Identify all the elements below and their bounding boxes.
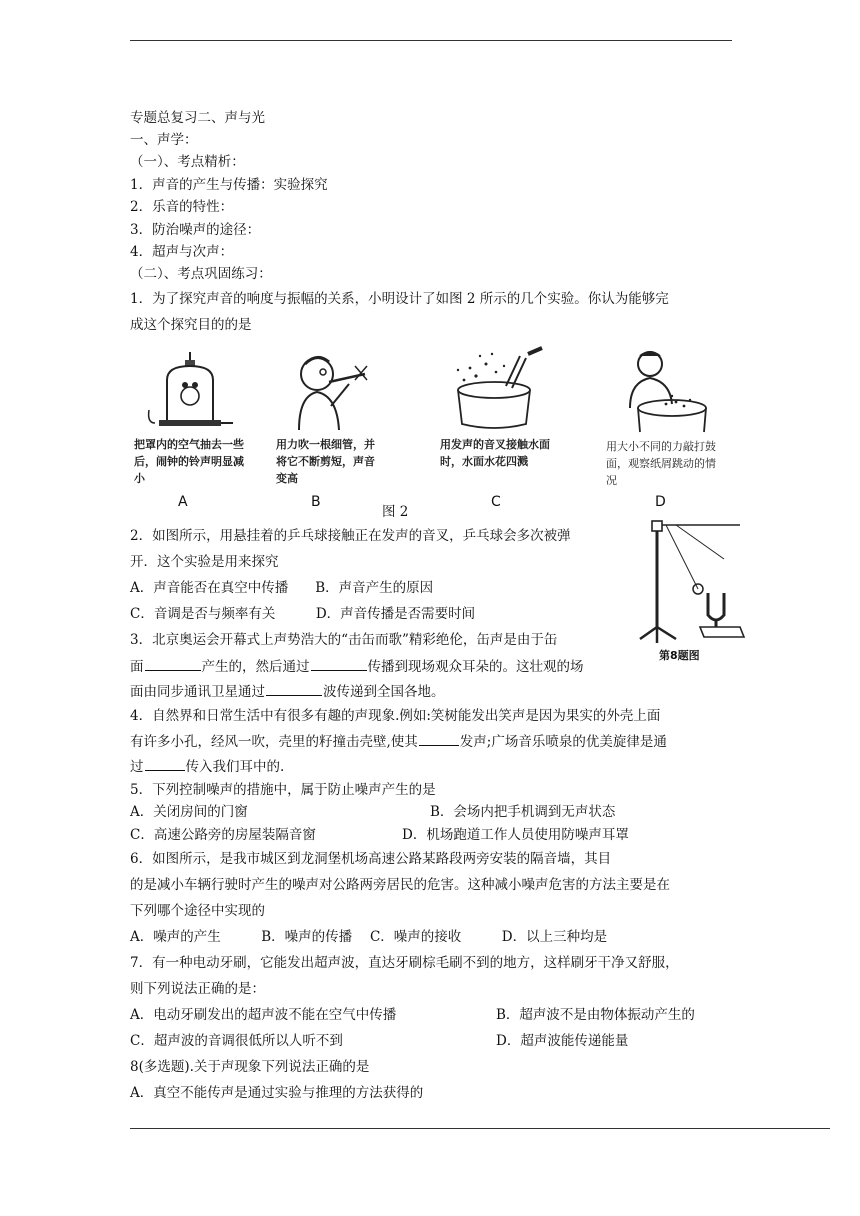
section-heading: 一、声学：: [130, 132, 198, 148]
tuning-fork-water-illustration: [446, 346, 546, 432]
question-5-option-c: C．高速公路旁的房屋装隔音窗: [130, 827, 316, 843]
drum-illustration: [610, 346, 710, 436]
answer-blank[interactable]: [145, 657, 201, 671]
text: 传入我们耳中的.: [185, 759, 285, 775]
question-2-options-ab: A．声音能否在真空中传播 B．声音产生的原因: [130, 580, 434, 596]
question-7: 7．有一种电动牙刷，它能发出超声波，直达牙刷棕毛刷不到的地方，这样刷牙干净又舒服，: [130, 955, 679, 971]
text: 面由同步通讯卫星通过: [130, 684, 265, 700]
question-6: 6．如图所示，是我市城区到龙洞堡机场高速公路某路段两旁安装的隔音墙，其目: [130, 851, 612, 867]
question-8-option-a: A．真空不能传声是通过实验与推理的方法获得的: [130, 1085, 424, 1101]
bell-jar-illustration: [145, 350, 235, 430]
question-4-cont: [130, 732, 667, 751]
text: 传播到现场观众耳朵的。这壮观的场: [367, 659, 584, 675]
question-6-cont: 的是减小车辆行驶时产生的噪声对公路两旁居民的危害。这种减小噪声危害的方法主要是在: [130, 877, 670, 893]
text: 面: [130, 659, 144, 675]
figure-label-a: A: [178, 494, 188, 510]
point-2: 2．乐音的特性：: [130, 199, 234, 215]
question-2-options-cd: C．音调是否与频率有关 D．声音传播是否需要时间: [130, 606, 476, 622]
doc-title: 专题总复习二、声与光: [130, 110, 265, 126]
answer-blank[interactable]: [311, 657, 367, 671]
question-7-option-a: A．电动牙刷发出的超声波不能在空气中传播: [130, 1007, 397, 1023]
point-4: 4．超声与次声：: [130, 244, 234, 260]
answer-blank[interactable]: [419, 732, 459, 746]
question-2-cont: 开．这个实验是用来探究: [130, 554, 279, 570]
figure-label-d: D: [655, 494, 666, 510]
blowing-tube-illustration: [285, 350, 375, 432]
question-1: 1．为了探究声音的响度与振幅的关系，小明设计了如图 2 所示的几个实验。你认为能够完: [130, 291, 669, 307]
text: 发声;广场音乐喷泉的优美旋律是通: [459, 734, 667, 750]
question-6-options: A．噪声的产生 B．噪声的传播 C．噪声的接收 D．以上三种均是: [130, 929, 608, 945]
question-3-cont: [130, 682, 445, 701]
question-5: 5．下列控制噪声的措施中，属于防止噪声产生的是: [130, 782, 436, 798]
figure-caption-a: 把罩内的空气抽去一些后，闹钟的铃声明显减小: [134, 438, 244, 485]
question-5-option-b: B．会场内把手机调到无声状态: [430, 804, 616, 820]
question-4: 4．自然界和日常生活中有很多有趣的声现象.例如:笑树能发出笑声是因为果实的外壳上面: [130, 708, 661, 724]
answer-blank[interactable]: [266, 682, 322, 696]
question-1-cont: 成这个探究目的的是: [130, 317, 252, 333]
figure-caption-c: 用发声的音叉接触水面时，水面水花四溅: [440, 438, 550, 468]
text: 产生的，然后通过: [201, 659, 310, 675]
footer-rule: [130, 1128, 830, 1129]
figure-caption: 图 2: [382, 504, 409, 520]
point-3: 3．防治噪声的途径：: [130, 222, 261, 238]
question-7-option-b: B．超声波不是由物体振动产生的: [496, 1007, 695, 1023]
text: 波传递到全国各地。: [323, 684, 445, 700]
subsection-heading: （二）、考点巩固练习：: [130, 266, 272, 282]
figure-8-label: 第8题图: [659, 649, 700, 662]
figure-label-c: C: [491, 494, 501, 510]
point-1: 1．声音的产生与传播：实验探究: [130, 177, 328, 193]
question-5-option-a: A．关闭房间的门窗: [130, 804, 248, 820]
question-8: 8(多选题).关于声现象下列说法正确的是: [130, 1059, 370, 1075]
question-3-cont: [130, 657, 584, 676]
question-7-option-c: C．超声波的音调很低所以人听不到: [130, 1033, 343, 1049]
text: 有许多小孔，经风一吹，壳里的籽撞击壳壁,使其: [130, 734, 418, 750]
figure-caption-b: 用力吹一根细管，并将它不断剪短，声音变高: [276, 438, 375, 485]
pendulum-fork-illustration: [636, 515, 752, 645]
question-5-option-d: D．机场跑道工作人员使用防噪声耳罩: [402, 827, 629, 843]
question-7-option-d: D．超声波能传递能量: [496, 1033, 629, 1049]
question-4-cont: [130, 757, 284, 776]
figure-label-b: B: [311, 494, 321, 510]
question-6-cont: 下列哪个途径中实现的: [130, 903, 265, 919]
answer-blank[interactable]: [145, 757, 185, 771]
figure-caption-d: 用大小不同的力敲打鼓面，观察纸屑跳动的情况: [606, 440, 716, 487]
question-7-cont: 则下列说法正确的是：: [130, 981, 265, 997]
question-3: 3．北京奥运会开幕式上声势浩大的“击缶而歌”精彩绝伦，缶声是由于缶: [130, 632, 558, 648]
text: 过: [130, 759, 144, 775]
question-2: 2．如图所示，用悬挂着的乒乓球接触正在发声的音叉，乒乓球会多次被弹: [130, 528, 571, 544]
subsection-heading: （一）、考点精析：: [130, 154, 245, 170]
header-rule: [130, 40, 732, 41]
